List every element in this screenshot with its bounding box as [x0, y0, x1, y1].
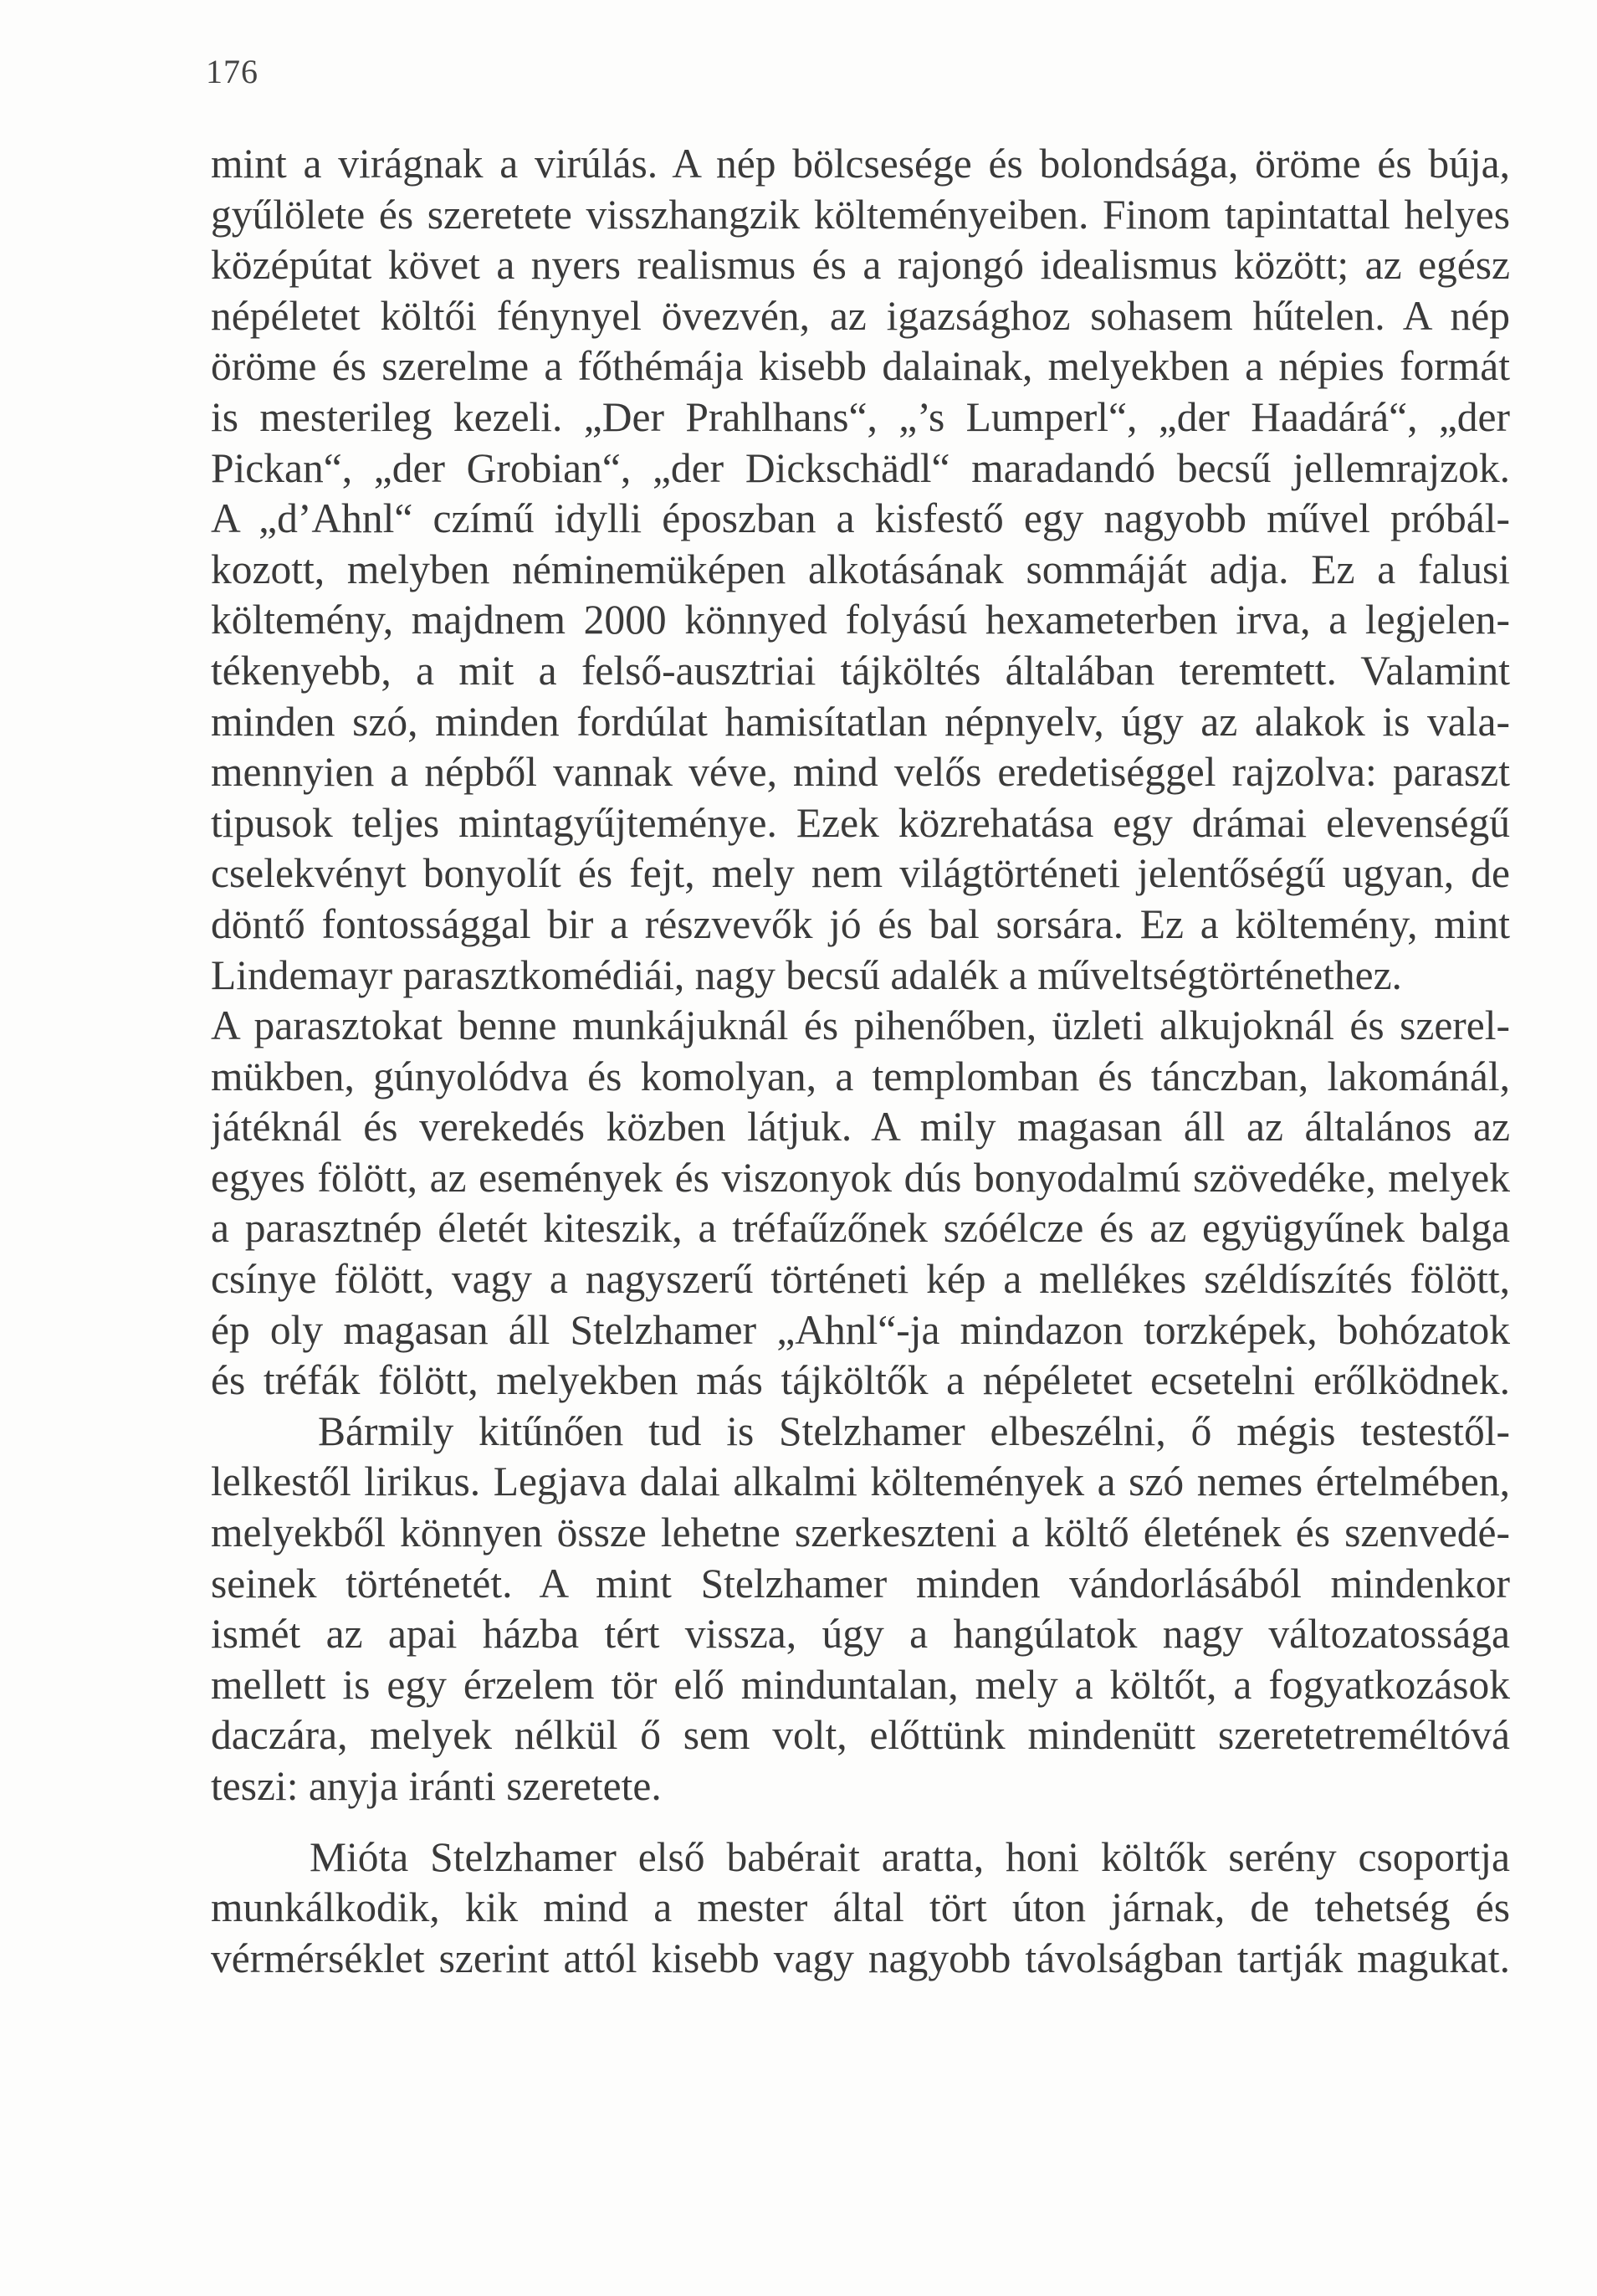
text-line: tékenyebb, a mit a felső-ausztriai tájköltés általában teremtett. Valamint — [211, 647, 1510, 694]
text-line: a parasztnép életét kiteszik, a tréfaűzőnek szóélcze és az együgyűnek balga — [211, 1205, 1510, 1252]
text-line: ismét az apai házba tért vissza, úgy a hangúlatok nagy változatossága — [211, 1611, 1510, 1658]
paragraph-spacer — [211, 1812, 1510, 1832]
text-line: Lindemayr parasztkomédiái, nagy becsű adalék a műveltségtörténethez. — [211, 951, 1402, 998]
text-line: mint a virágnak a virúlás. A nép bölcsesége és bolondsága, öröme és búja, — [211, 141, 1510, 187]
text-line: csínye fölött, vagy a nagyszerű történeti kép a mellékes széldíszítés fölött, — [211, 1256, 1510, 1303]
text-line: öröme és szerelme a főthémája kisebb dalainak, melyekben a népies formát — [211, 343, 1510, 390]
text-line: Mióta Stelzhamer első babérait aratta, honi költők serény csoportja — [310, 1833, 1510, 1880]
text-line: A parasztokat benne munkájuknál és pihenőben, üzleti alkujoknál és szerel- — [211, 1002, 1510, 1049]
text-line: cselekvényt bonyolít és fejt, mely nem világtörténeti jelentőségű ugyan, de — [211, 850, 1510, 897]
paragraph-1 — [211, 139, 1510, 1407]
text-line: középútat követ a nyers realismus és a rajongó idealismus között; az egész — [211, 242, 1510, 289]
text-line: gyűlölete és szeretete visszhangzik költeményeiben. Finom tapintattal helyes — [211, 191, 1510, 238]
paragraph-2 — [211, 1407, 1510, 1812]
text-line: munkálkodik, kik mind a mester által tört úton járnak, de tehetség és — [211, 1884, 1510, 1931]
text-line: minden szó, minden fordúlat hamisítatlan népnyelv, úgy az alakok is vala- — [211, 698, 1510, 745]
text-line: és tréfák fölött, melyekben más tájköltők a népéletet ecsetelni erőlködnek. — [211, 1357, 1510, 1404]
text-line: seinek történetét. A mint Stelzhamer minden vándorlásából mindenkor — [211, 1560, 1510, 1607]
text-line: népéletet költői fénynyel övezvén, az igazsághoz sohasem hűtelen. A nép — [211, 292, 1510, 339]
text-line: költemény, majdnem 2000 könnyed folyású hexameterben irva, a legjelen- — [211, 597, 1510, 643]
text-line: A „d’Ahnl“ czímű idylli époszban a kisfestő egy nagyobb művel próbál- — [211, 495, 1510, 542]
text-line: teszi: anyja iránti szeretete. — [211, 1763, 662, 1809]
text-line: mellett is egy érzelem tör elő minduntalan, mely a költőt, a fogyatkozások — [211, 1661, 1510, 1708]
text-line: tipusok teljes mintagyűjteménye. Ezek közrehatása egy drámai elevenségű — [211, 799, 1510, 846]
text-line: lelkestől lirikus. Legjava dalai alkalmi költemények a szó nemes értelmében, — [211, 1458, 1510, 1505]
text-line: kozott, melyben néminemüképen alkotásának sommáját adja. Ez a falusi — [211, 546, 1510, 592]
text-line: mennyien a népből vannak véve, mind velős eredetiséggel rajzolva: paraszt — [211, 749, 1510, 796]
text-line: mükben, gúnyolódva és komolyan, a templomban és tánczban, lakománál, — [211, 1053, 1510, 1099]
text-line: döntő fontossággal bir a részvevők jó és bal sorsára. Ez a költemény, mint — [211, 900, 1510, 947]
body-text — [211, 139, 1510, 1984]
text-line: játéknál és verekedés közben látjuk. A mily magasan áll az általános az — [211, 1104, 1510, 1151]
text-line: is mesterileg kezeli. „Der Prahlhans“, „’s Lumperl“, „der Haadárá“, „der — [211, 393, 1510, 440]
text-line: ép oly magasan áll Stelzhamer „Ahnl“-ja mindazon torzképek, bohózatok — [211, 1306, 1510, 1353]
text-line: Bármily kitűnően tud is Stelzhamer elbeszélni, ő mégis testestől- — [318, 1407, 1510, 1454]
text-line: melyekből könnyen össze lehetne szerkeszteni a költő életének és szenvedé- — [211, 1509, 1510, 1556]
text-line: vérmérséklet szerint attól kisebb vagy nagyobb távolságban tartják magukat. — [211, 1935, 1510, 1981]
paragraph-3 — [211, 1832, 1510, 1985]
text-line: Pickan“, „der Grobian“, „der Dickschädl“ maradandó becsű jellemrajzok. — [211, 444, 1510, 491]
page-number: 176 — [206, 53, 258, 90]
text-line: daczára, melyek nélkül ő sem volt, előttünk mindenütt szeretetreméltóvá — [211, 1712, 1510, 1759]
text-line: egyes fölött, az események és viszonyok dús bonyodalmú szövedéke, melyek — [211, 1154, 1510, 1201]
